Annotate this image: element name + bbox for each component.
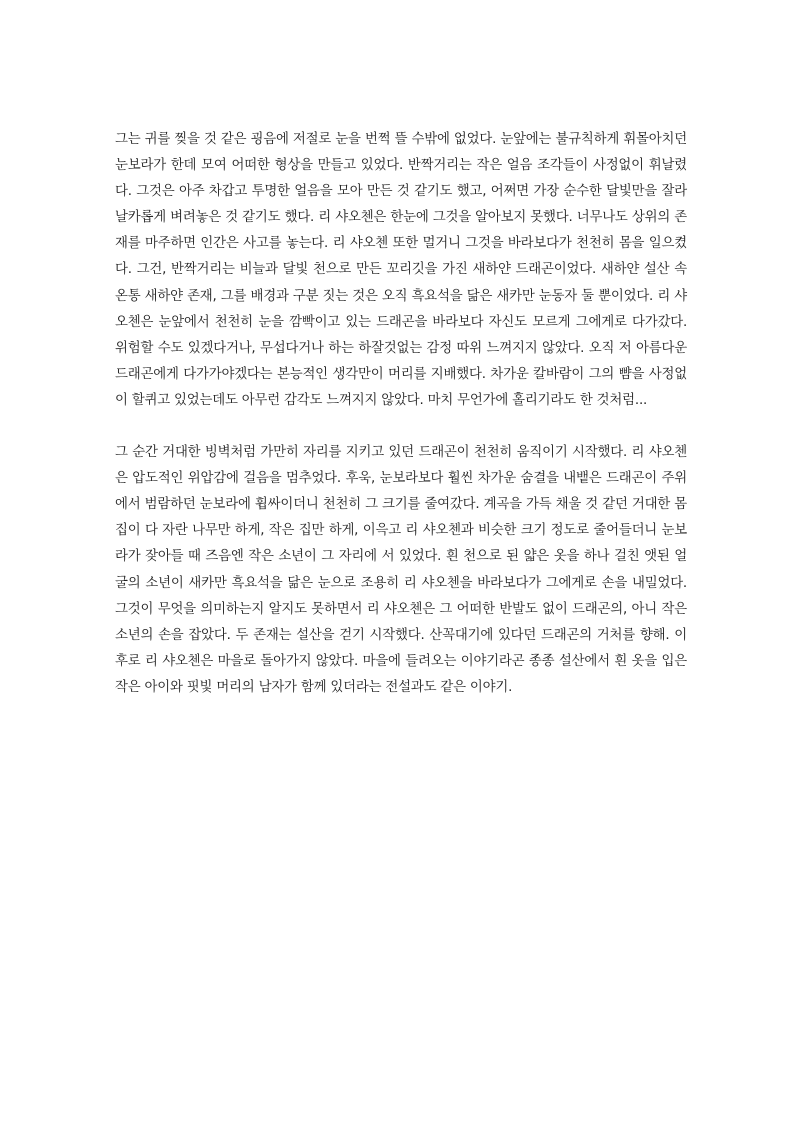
paragraph-1: 그는 귀를 찢을 것 같은 굉음에 저절로 눈을 번쩍 뜰 수밖에 없었다. 눈앞에는 불규칙하게 휘몰아치던 눈보라가 한데 모여 어떠한 형상을 만들고 있었다. 반짝거리는 작은 얼음 조각들이 사정없이 휘날렸다. 그것은 아주 차갑고 투명한 얼음을 모아 만든 것 같기도 했고, 어쩌면 가장 순수한 달빛만을 잘라 날카롭게 벼려놓은 것 같기도 했다. 리 샤오첸은 한눈에 그것을 알아보지 못했다. 너무나도 상위의 존재를 마주하면 인간은 사고를 놓는다. 리 샤오첸 또한 멀거니 그것을 바라보다가 천천히 몸을 일으켰다. 그건, 반짝거리는 비늘과 달빛 천으로 만든 꼬리깃을 가진 새하얀 드래곤이었다. 새하얀 설산 속 온통 새하얀 존재, 그를 배경과 구분 짓는 것은 오직 흑요석을 닮은 새카만 눈동자 둘 뿐이었다. 리 샤오첸은 눈앞에서 천천히 눈을 깜빡이고 있는 드래곤을 바라보다 자신도 모르게 그에게로 다가갔다. 위험할 수도 있겠다거나, 무섭다거나 하는 하잘것없는 감정 따위 느껴지지 않았다. 오직 저 아름다운 드래곤에게 다가가야겠다는 본능적인 생각만이 머리를 지배했다. 차가운 칼바람이 그의 뺨을 사정없이 할퀴고 있었는데도 아무런 감각도 느껴지지 않았다. 마치 무언가에 홀리기라도 한 것처럼... (115, 132, 687, 408)
document-body (115, 127, 687, 701)
paragraph-2: 그 순간 거대한 빙벽처럼 가만히 자리를 지키고 있던 드래곤이 천천히 움직이기 시작했다. 리 샤오첸은 압도적인 위압감에 걸음을 멈추었다. 후욱, 눈보라보다 훨씬 차가운 숨결을 내뱉은 드래곤이 주위에서 범람하던 눈보라에 휩싸이더니 천천히 그 크기를 줄여갔다. 계곡을 가득 채울 것 같던 거대한 몸집이 다 자란 나무만 하게, 작은 집만 하게, 이윽고 리 샤오첸과 비슷한 크기 정도로 줄어들더니 눈보라가 잦아들 때 즈음엔 작은 소년이 그 자리에 서 있었다. 흰 천으로 된 얇은 옷을 하나 걸친 앳된 얼굴의 소년이 새카만 흑요석을 닮은 눈으로 조용히 리 샤오첸을 바라보다가 그에게로 손을 내밀었다. 그것이 무엇을 의미하는지 알지도 못하면서 리 샤오첸은 그 어떠한 반발도 없이 드래곤의, 아니 작은 소년의 손을 잡았다. 두 존재는 설산을 걷기 시작했다. 산꼭대기에 있다던 드래곤의 거처를 향해. 이후로 리 샤오첸은 마을로 돌아가지 않았다. 마을에 들려오는 이야기라곤 종종 설산에서 흰 옷을 입은 작은 아이와 핏빛 머리의 남자가 함께 있더라는 전설과도 같은 이야기. (115, 445, 687, 695)
